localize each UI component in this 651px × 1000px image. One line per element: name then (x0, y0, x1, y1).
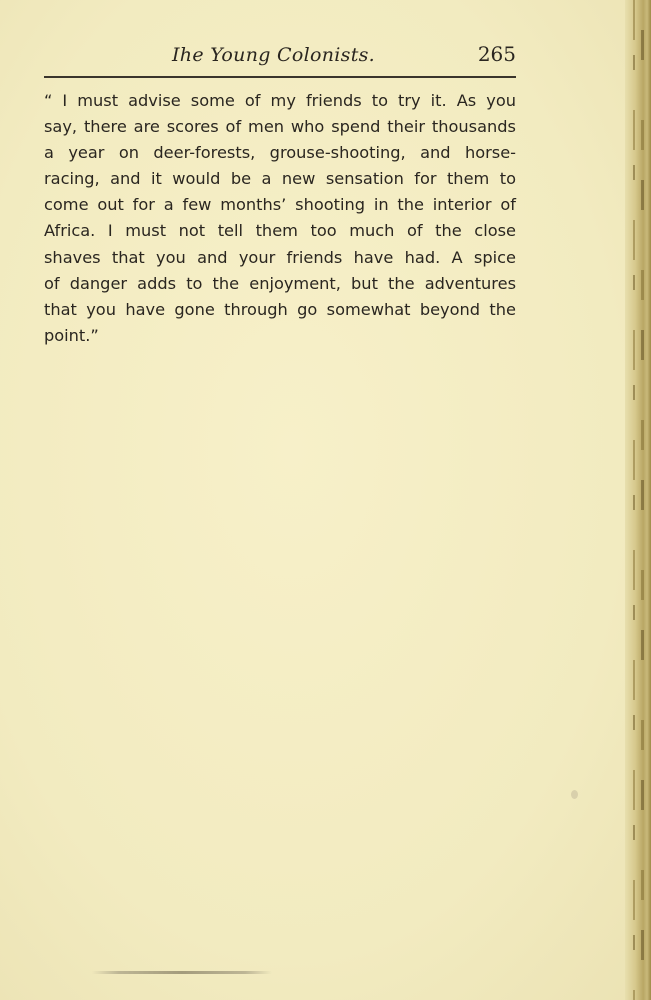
text-line: “ I must advise some of my friends to try it. As you (44, 91, 516, 110)
page-number: 265 (477, 42, 516, 66)
body-paragraph (44, 88, 516, 349)
running-title: Ihe Young Colonists. (172, 44, 376, 66)
text-line: say, there are scores of men who spend their thousands (44, 117, 516, 137)
running-head (44, 40, 516, 74)
text-line: Africa. I must not tell them too much of the close (44, 221, 516, 241)
text-line: point.” (44, 325, 99, 345)
header-rule (44, 76, 516, 78)
text-line: of danger adds to the enjoyment, but the adventures (44, 273, 516, 293)
paper-speck (571, 790, 578, 799)
text-line: racing, and it would be a new sensation for them to (44, 169, 516, 189)
text-line: shaves that you and your friends have had. A spice (44, 247, 516, 267)
text-line: that you have gone through go somewhat beyond the (44, 299, 516, 319)
text-line: a year on deer-forests, grouse-shooting, and horse- (44, 143, 516, 163)
page-edge-binding (625, 0, 651, 1000)
bottom-smudge (92, 971, 272, 974)
text-line: come out for a few months’ shooting in the interior of (44, 195, 516, 215)
